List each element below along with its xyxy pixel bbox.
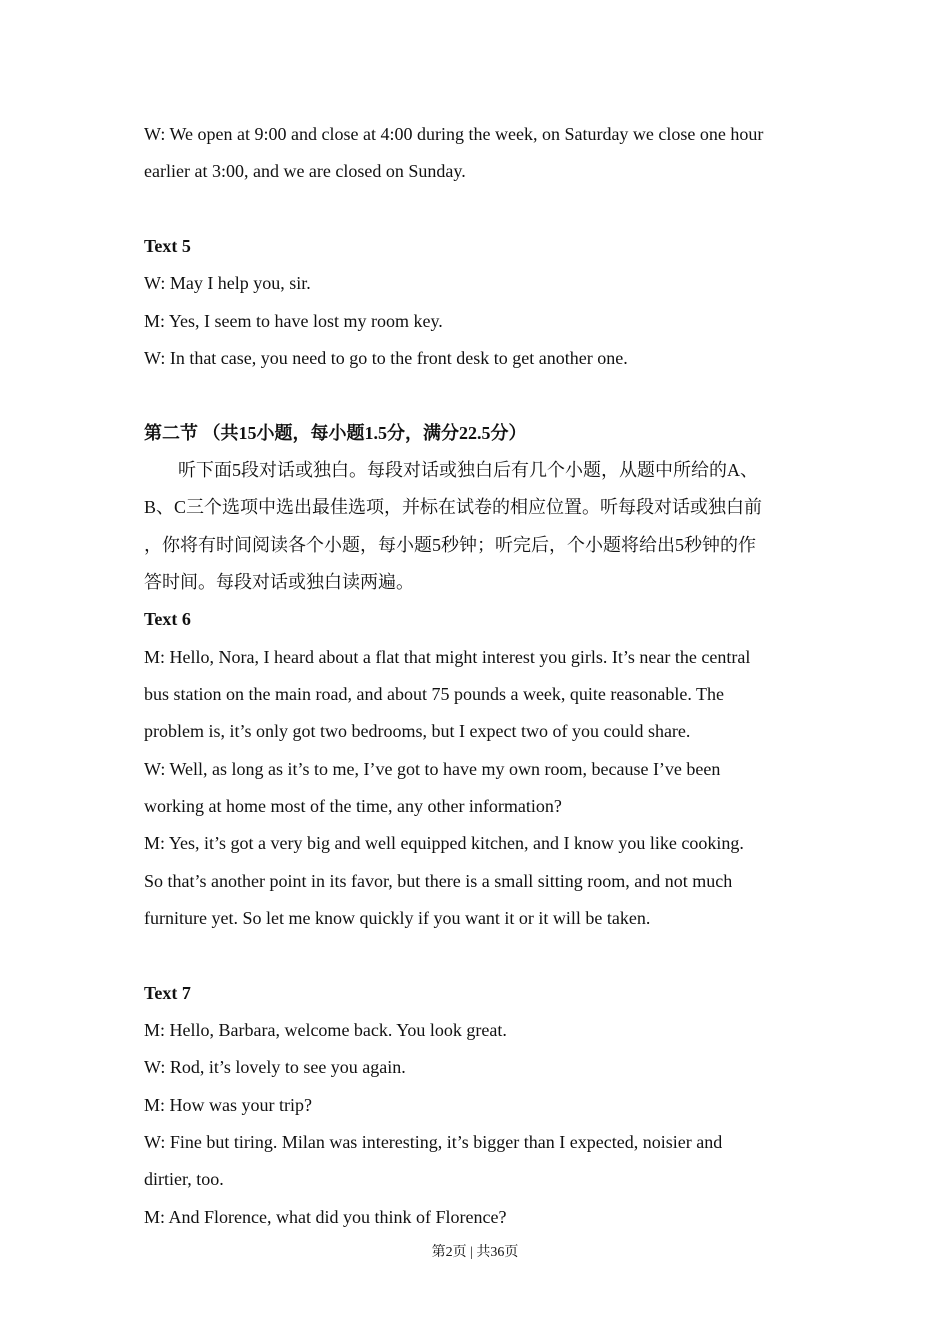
text4-line: earlier at 3:00, and we are closed on Sunday. <box>144 161 466 181</box>
dialogue-line: W: Rod, it’s lovely to see you again. <box>144 1057 406 1077</box>
section-two-heading: 第二节 （共15小题，每小题1.5分，满分22.5分） <box>144 423 527 443</box>
instruction-line: 答时间。每段对话或独白读两遍。 <box>144 572 414 592</box>
text6-heading: Text 6 <box>144 609 191 629</box>
dialogue-line: W: Fine but tiring. Milan was interesting, it’s bigger than I expected, noisier and <box>144 1132 723 1152</box>
dialogue-line: furniture yet. So let me know quickly if you want it or it will be taken. <box>144 908 651 928</box>
dialogue-line: bus station on the main road, and about 75 pounds a week, quite reasonable. The <box>144 684 725 704</box>
page-footer: 第2页 | 共36页 <box>431 1245 519 1260</box>
dialogue-line: M: Hello, Nora, I heard about a flat that might interest you girls. It’s near the central <box>144 647 751 667</box>
dialogue-line: M: And Florence, what did you think of Florence? <box>144 1207 507 1227</box>
dialogue-line: dirtier, too. <box>144 1169 224 1189</box>
dialogue-line: W: Well, as long as it’s to me, I’ve got to have my own room, because I’ve been <box>144 759 721 779</box>
dialogue-line: M: Hello, Barbara, welcome back. You look great. <box>144 1020 507 1040</box>
text7-heading: Text 7 <box>144 983 191 1003</box>
dialogue-line: M: Yes, it’s got a very big and well equipped kitchen, and I know you like cooking. <box>144 833 744 853</box>
instruction-line: 听下面5段对话或独白。每段对话或独白后有几个小题，从题中所给的A、 <box>178 460 758 480</box>
instruction-line: ，你将有时间阅读各个小题，每小题5秒钟；听完后，个小题将给出5秒钟的作 <box>144 535 756 555</box>
instruction-line: B、C三个选项中选出最佳选项，并标在试卷的相应位置。听每段对话或独白前 <box>144 497 763 517</box>
dialogue-line: working at home most of the time, any other information? <box>144 796 562 816</box>
dialogue-line: problem is, it’s only got two bedrooms, but I expect two of you could share. <box>144 721 691 741</box>
dialogue-line: M: Yes, I seem to have lost my room key. <box>144 311 443 331</box>
dialogue-line: W: May I help you, sir. <box>144 273 311 293</box>
dialogue-line: M: How was your trip? <box>144 1095 312 1115</box>
text4-line: W: We open at 9:00 and close at 4:00 during the week, on Saturday we close one hour <box>144 124 764 144</box>
dialogue-line: So that’s another point in its favor, but there is a small sitting room, and not much <box>144 871 733 891</box>
text5-heading: Text 5 <box>144 236 191 256</box>
dialogue-line: W: In that case, you need to go to the front desk to get another one. <box>144 348 628 368</box>
